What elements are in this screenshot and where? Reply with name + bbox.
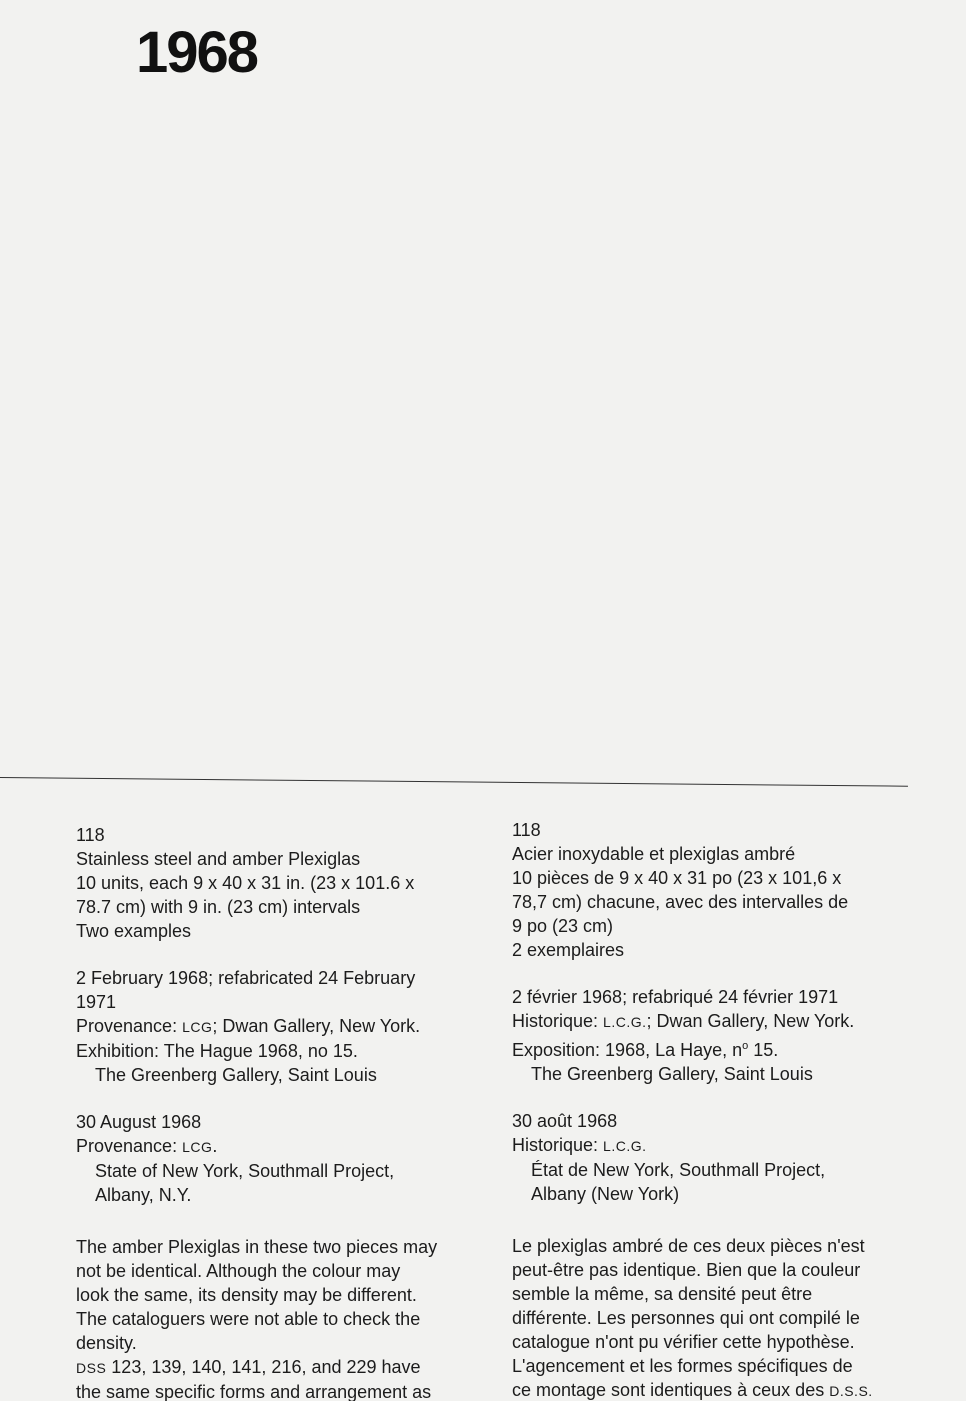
en-collection-1: The Greenberg Gallery, Saint Louis [95, 1065, 377, 1085]
en-first-date-line-1: 2 February 1968; refabricated 24 February [76, 968, 416, 988]
fr-provenance-2 [512, 1133, 932, 1158]
en-provenance-abbr-1: LCG [182, 1019, 213, 1035]
fr-note-line-7-text: ce montage sont identiques à ceux des [512, 1380, 830, 1400]
en-dss-abbr: DSS [76, 1360, 107, 1376]
en-provenance-rest-1: ; Dwan Gallery, New York. [212, 1016, 421, 1036]
fr-note-line-2: peut-être pas identique. Bien que la couleur [512, 1260, 861, 1280]
fr-dimensions-line-3: 9 po (23 cm) [512, 916, 614, 936]
fr-provenance-label-2: Historique: [512, 1135, 604, 1155]
fr-work-details [512, 818, 932, 962]
fr-material: Acier inoxydable et plexiglas ambré [512, 844, 796, 864]
fr-exhibition-numero-sup: o [742, 1040, 749, 1052]
fr-note-line-4: différente. Les personnes qui ont compilé le [512, 1308, 860, 1328]
fr-note-line-1: Le plexiglas ambré de ces deux pièces n'est [512, 1236, 865, 1256]
fr-provenance-abbr-1: L.C.G. [603, 1014, 647, 1030]
en-note-line-2: not be identical. Although the colour may [76, 1261, 401, 1281]
en-exhibition: Exhibition: The Hague 1968, no 15. [76, 1041, 358, 1061]
fr-collection-2a: État de New York, Southmall Project, [531, 1160, 826, 1180]
en-dss-rest: 123, 139, 140, 141, 216, and 229 have [106, 1357, 421, 1377]
fr-collection-2b: Albany (New York) [531, 1184, 680, 1204]
en-first-date-line-2: 1971 [76, 992, 117, 1012]
en-note-line-4: The cataloguers were not able to check the [76, 1309, 421, 1329]
page-year-heading: 1968 [136, 20, 258, 85]
french-column [512, 818, 932, 1401]
en-note-line-5: density. [76, 1333, 137, 1353]
fr-examples: 2 exemplaires [512, 940, 625, 960]
fr-exhibition-number: 15. [748, 1040, 779, 1060]
fr-provenance-label-1: Historique: [512, 1011, 604, 1031]
fr-dimensions-line-1: 10 pièces de 9 x 40 x 31 po (23 x 101,6 x [512, 868, 842, 888]
fr-note [512, 1234, 932, 1401]
fr-note-line-7 [512, 1378, 932, 1401]
en-note [76, 1235, 496, 1401]
fr-provenance-abbr-2: L.C.G. [603, 1138, 647, 1154]
fr-dimensions-line-2: 78,7 cm) chacune, avec des intervalles de [512, 892, 849, 912]
en-note-line-1: The amber Plexiglas in these two pieces may [76, 1237, 438, 1257]
en-dimensions-line-1: 10 units, each 9 x 40 x 31 in. (23 x 101.6 x [76, 873, 415, 893]
en-provenance-label-1: Provenance: [76, 1016, 183, 1036]
en-collection-2a: State of New York, Southmall Project, [95, 1161, 395, 1181]
fr-exhibition-text: Exposition: 1968, La Haye, n [512, 1040, 743, 1060]
en-provenance-2 [76, 1134, 496, 1159]
section-divider [0, 777, 908, 787]
en-provenance-rest-2: . [212, 1136, 218, 1156]
fr-first-date: 2 février 1968; refabriqué 24 février 1971 [512, 987, 839, 1007]
fr-first-example [512, 985, 932, 1086]
en-material: Stainless steel and amber Plexiglas [76, 849, 361, 869]
fr-catalogue-number: 118 [512, 820, 541, 840]
en-provenance-label-2: Provenance: [76, 1136, 183, 1156]
english-column [76, 823, 496, 1401]
fr-note-line-6: L'agencement et les formes spécifiques de [512, 1356, 853, 1376]
en-collection-2b: Albany, N.Y. [95, 1185, 192, 1205]
en-provenance-abbr-2: LCG [182, 1139, 213, 1155]
en-catalogue-number: 118 [76, 825, 105, 845]
fr-second-date: 30 août 1968 [512, 1111, 618, 1131]
fr-note-line-5: catalogue n'ont pu vérifier cette hypothèse. [512, 1332, 855, 1352]
en-note-line-6 [76, 1355, 496, 1380]
en-dimensions-line-2: 78.7 cm) with 9 in. (23 cm) intervals [76, 897, 361, 917]
fr-dss-abbr: D.S.S. [829, 1383, 873, 1399]
en-examples: Two examples [76, 921, 192, 941]
fr-provenance-rest-1: ; Dwan Gallery, New York. [646, 1011, 855, 1031]
fr-collection-1: The Greenberg Gallery, Saint Louis [531, 1064, 813, 1084]
en-provenance-1 [76, 1014, 496, 1039]
en-note-line-3: look the same, its density may be different. [76, 1285, 417, 1305]
fr-note-line-3: semble la même, sa densité peut être [512, 1284, 813, 1304]
en-second-date: 30 August 1968 [76, 1112, 202, 1132]
en-work-details [76, 823, 496, 943]
en-note-line-7: the same specific forms and arrangement as [76, 1382, 432, 1401]
fr-exhibition [512, 1034, 932, 1062]
fr-provenance-1 [512, 1009, 932, 1034]
fr-second-example [512, 1109, 932, 1206]
en-second-example [76, 1110, 496, 1207]
en-first-example [76, 966, 496, 1087]
